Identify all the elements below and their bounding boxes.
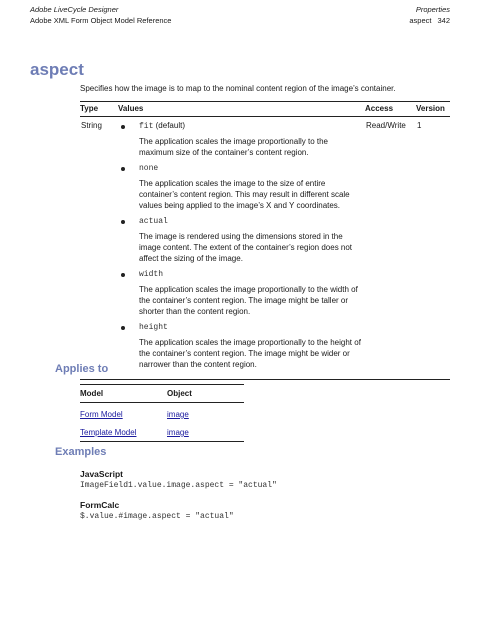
access-cell: Read/Write: [365, 117, 416, 380]
value-code: fit: [139, 122, 154, 131]
property-description: Specifies how the image is to map to the nominal content region of the image’s container.: [80, 84, 396, 93]
value-item-actual: [119, 216, 364, 226]
examples-heading: Examples: [55, 446, 107, 458]
value-item-width: [119, 269, 364, 279]
col-header-access: Access: [365, 102, 416, 117]
value-description: The image is rendered using the dimensions stored in the image content. The extent of the container’s region does not affect the sizing of the image.: [139, 232, 353, 263]
applies-to-heading: Applies to: [55, 363, 109, 375]
page-header-left: [30, 4, 171, 26]
value-item-fit: [119, 121, 364, 131]
bullet-icon: [121, 326, 125, 330]
formcalc-code: $.value.#image.aspect = "actual": [80, 512, 234, 521]
col-header-type: Type: [80, 102, 118, 117]
image-object-link[interactable]: image: [167, 428, 189, 437]
value-code: actual: [139, 217, 168, 226]
value-item-height: [119, 322, 364, 332]
value-description: The application scales the image to the size of entire container’s content region. This may result in different scale values being applied to the image’s X and Y coordinates.: [139, 179, 350, 210]
value-code: none: [139, 164, 159, 173]
col-header-object: Object: [167, 385, 244, 403]
section-name: Properties: [415, 5, 450, 14]
table-row: [80, 421, 244, 442]
bullet-icon: [121, 125, 125, 129]
col-header-version: Version: [416, 102, 450, 117]
version-cell: 1: [416, 117, 450, 380]
properties-table: [80, 101, 450, 380]
image-object-link[interactable]: image: [167, 410, 189, 419]
col-header-values: Values: [118, 102, 365, 117]
javascript-label: JavaScript: [80, 469, 123, 479]
type-cell: String: [80, 117, 118, 380]
value-suffix: (default): [153, 121, 185, 130]
col-header-model: Model: [80, 385, 167, 403]
product-name: Adobe LiveCycle Designer: [30, 5, 119, 14]
form-model-link[interactable]: Form Model: [80, 410, 123, 419]
topic-name: aspect: [409, 16, 432, 25]
value-code: height: [139, 323, 168, 332]
page-number: 342: [437, 16, 450, 25]
page-header-right: [409, 4, 450, 26]
bullet-icon: [121, 220, 125, 224]
bullet-icon: [121, 273, 125, 277]
value-description: The application scales the image proportionally to the maximum size of the container’s content region.: [139, 137, 328, 157]
book-title: Adobe XML Form Object Model Reference: [30, 16, 172, 25]
table-row: [80, 117, 450, 380]
values-cell: [118, 117, 365, 380]
formcalc-label: FormCalc: [80, 500, 120, 510]
value-code: width: [139, 270, 164, 279]
table-row: [80, 403, 244, 422]
value-description: The application scales the image proportionally to the width of the container’s content region. The image might be taller or shorter than the content region.: [139, 285, 358, 316]
property-title: aspect: [30, 60, 84, 79]
template-model-link[interactable]: Template Model: [80, 428, 137, 437]
value-item-none: [119, 163, 364, 173]
value-description: The application scales the image proportionally to the height of the container’s content region. The image might be wider or narrower than the content region.: [139, 338, 361, 369]
javascript-code: ImageField1.value.image.aspect = "actual": [80, 481, 277, 490]
bullet-icon: [121, 167, 125, 171]
applies-to-table: [80, 384, 244, 442]
